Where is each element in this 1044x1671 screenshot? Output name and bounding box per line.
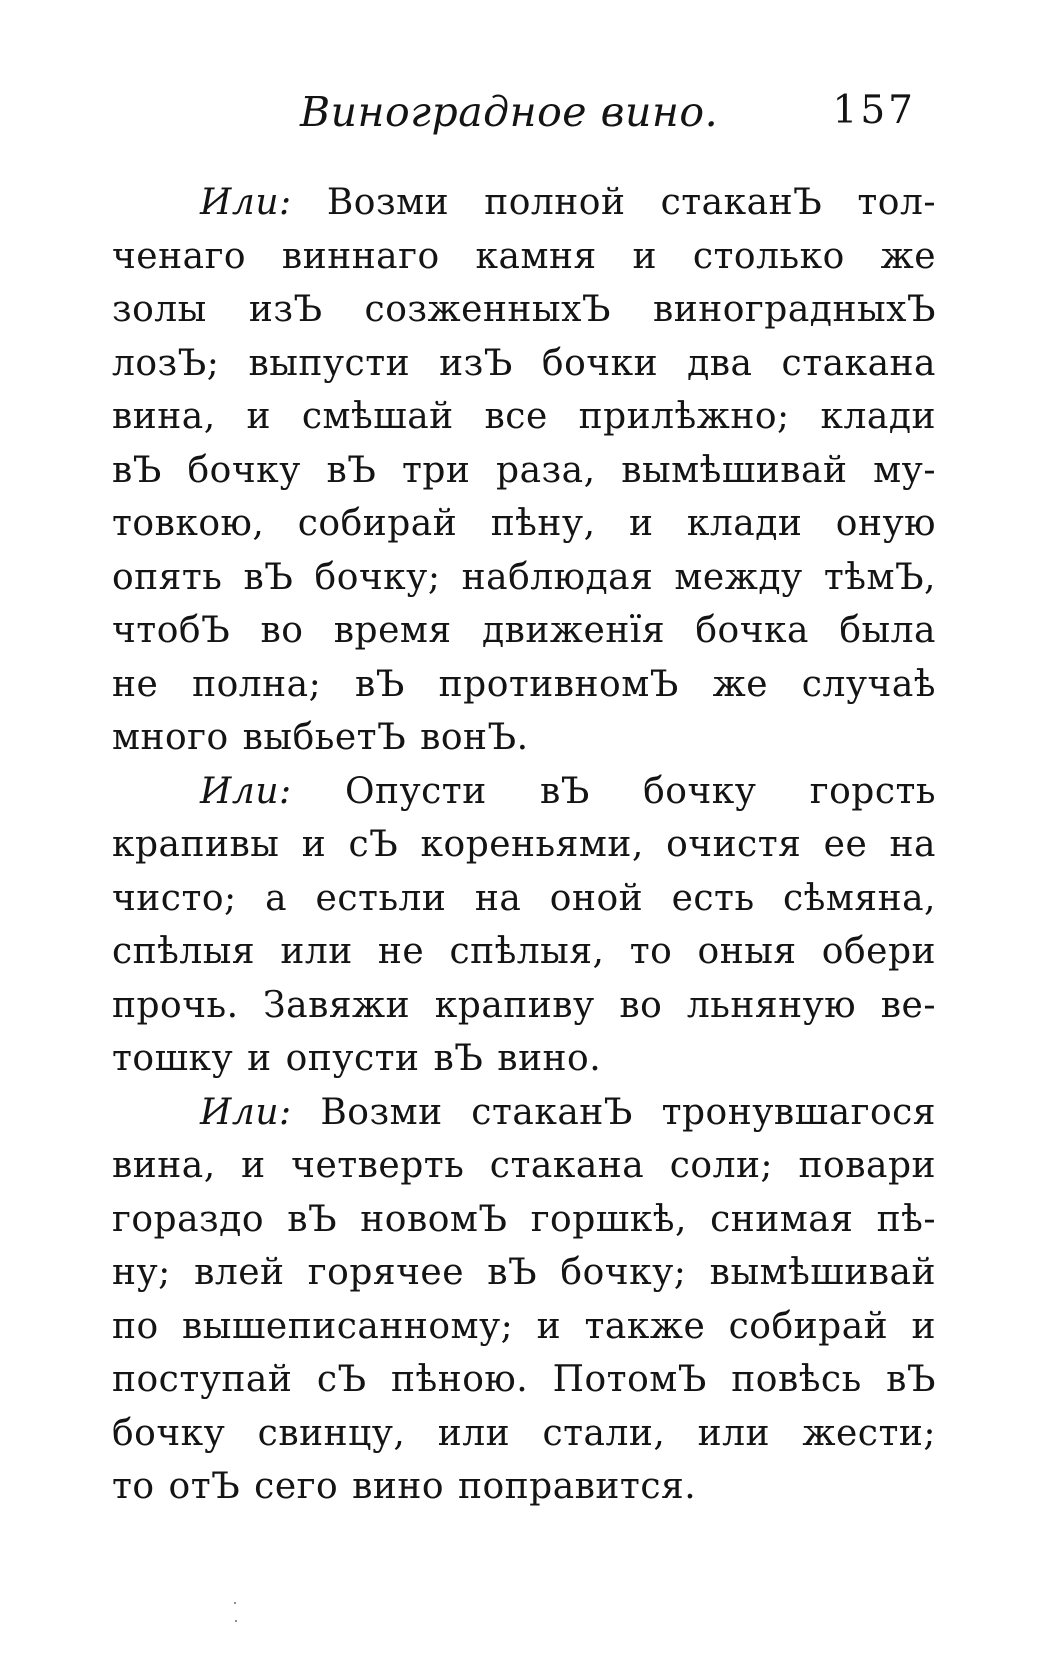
text-line: ну; влей горячее вЪ бочку; вымѣшивай xyxy=(112,1252,936,1293)
text-line: не полна; вЪ противномЪ же случаѣ xyxy=(112,663,936,705)
text-line: крапивы и сЪ кореньями, очистя ее на xyxy=(112,824,936,865)
running-title: Виноградное вино. xyxy=(300,88,719,136)
text-line: ченаго виннаго камня и столько же xyxy=(112,235,936,277)
text-line: по вышеписанному; и также собирай и xyxy=(112,1305,936,1347)
body-text xyxy=(112,176,936,1514)
text-line xyxy=(112,176,936,230)
line-text: Возми стаканЪ тронувшагося xyxy=(320,1091,936,1133)
text-line: бочку свинцу, или стали, или жести; xyxy=(112,1412,936,1454)
text-line: поступай сЪ пѣною. ПотомЪ повѣсь вЪ xyxy=(112,1359,936,1400)
paragraph-lead: Или: xyxy=(200,182,292,223)
text-line: вина, и четверть стакана соли; повари xyxy=(112,1145,936,1186)
paragraph xyxy=(112,765,936,1086)
line-text: Опусти вЪ бочку горсть xyxy=(344,770,937,812)
line-text: Возми полной стаканЪ тол- xyxy=(326,182,936,223)
text-line: гораздо вЪ новомЪ горшкѣ, снимая пѣ- xyxy=(112,1198,936,1240)
text-line: золы изЪ созженныхЪ виноградныхЪ xyxy=(112,289,936,330)
paragraph-lead: Или: xyxy=(200,1091,292,1133)
text-line: вЪ бочку вЪ три раза, вымѣшивай му- xyxy=(112,449,936,491)
text-line: опять вЪ бочку; наблюдая между тѣмЪ, xyxy=(112,556,936,598)
text-line: чтобЪ во время движенїя бочка была xyxy=(112,610,936,651)
text-line: чисто; а естьли на оной есть сѣмяна, xyxy=(112,877,936,919)
text-line: вина, и смѣшай все прилѣжно; клади xyxy=(112,396,936,437)
page-number: 157 xyxy=(832,88,916,133)
text-line xyxy=(112,1086,936,1140)
text-line: то отЪ сего вино поправится. xyxy=(112,1466,697,1507)
text-line: товкою, собирай пѣну, и клади оную xyxy=(112,503,936,544)
running-head xyxy=(300,88,930,148)
paragraph-lead: Или: xyxy=(200,770,292,812)
text-line: лозЪ; выпусти изЪ бочки два стакана xyxy=(112,342,936,384)
speck xyxy=(234,1602,236,1604)
text-line: прочь. Завяжи крапиву во льняную ве- xyxy=(112,984,936,1026)
paragraph xyxy=(112,176,936,765)
paragraph xyxy=(112,1086,936,1514)
paper-speckles xyxy=(232,1600,252,1640)
text-line xyxy=(112,765,936,819)
text-line: тошку и опусти вЪ вино. xyxy=(112,1038,602,1079)
text-line: много выбьетЪ вонЪ. xyxy=(112,717,529,758)
text-line: спѣлыя или не спѣлыя, то оныя обери xyxy=(112,931,936,972)
speck xyxy=(235,1620,237,1622)
